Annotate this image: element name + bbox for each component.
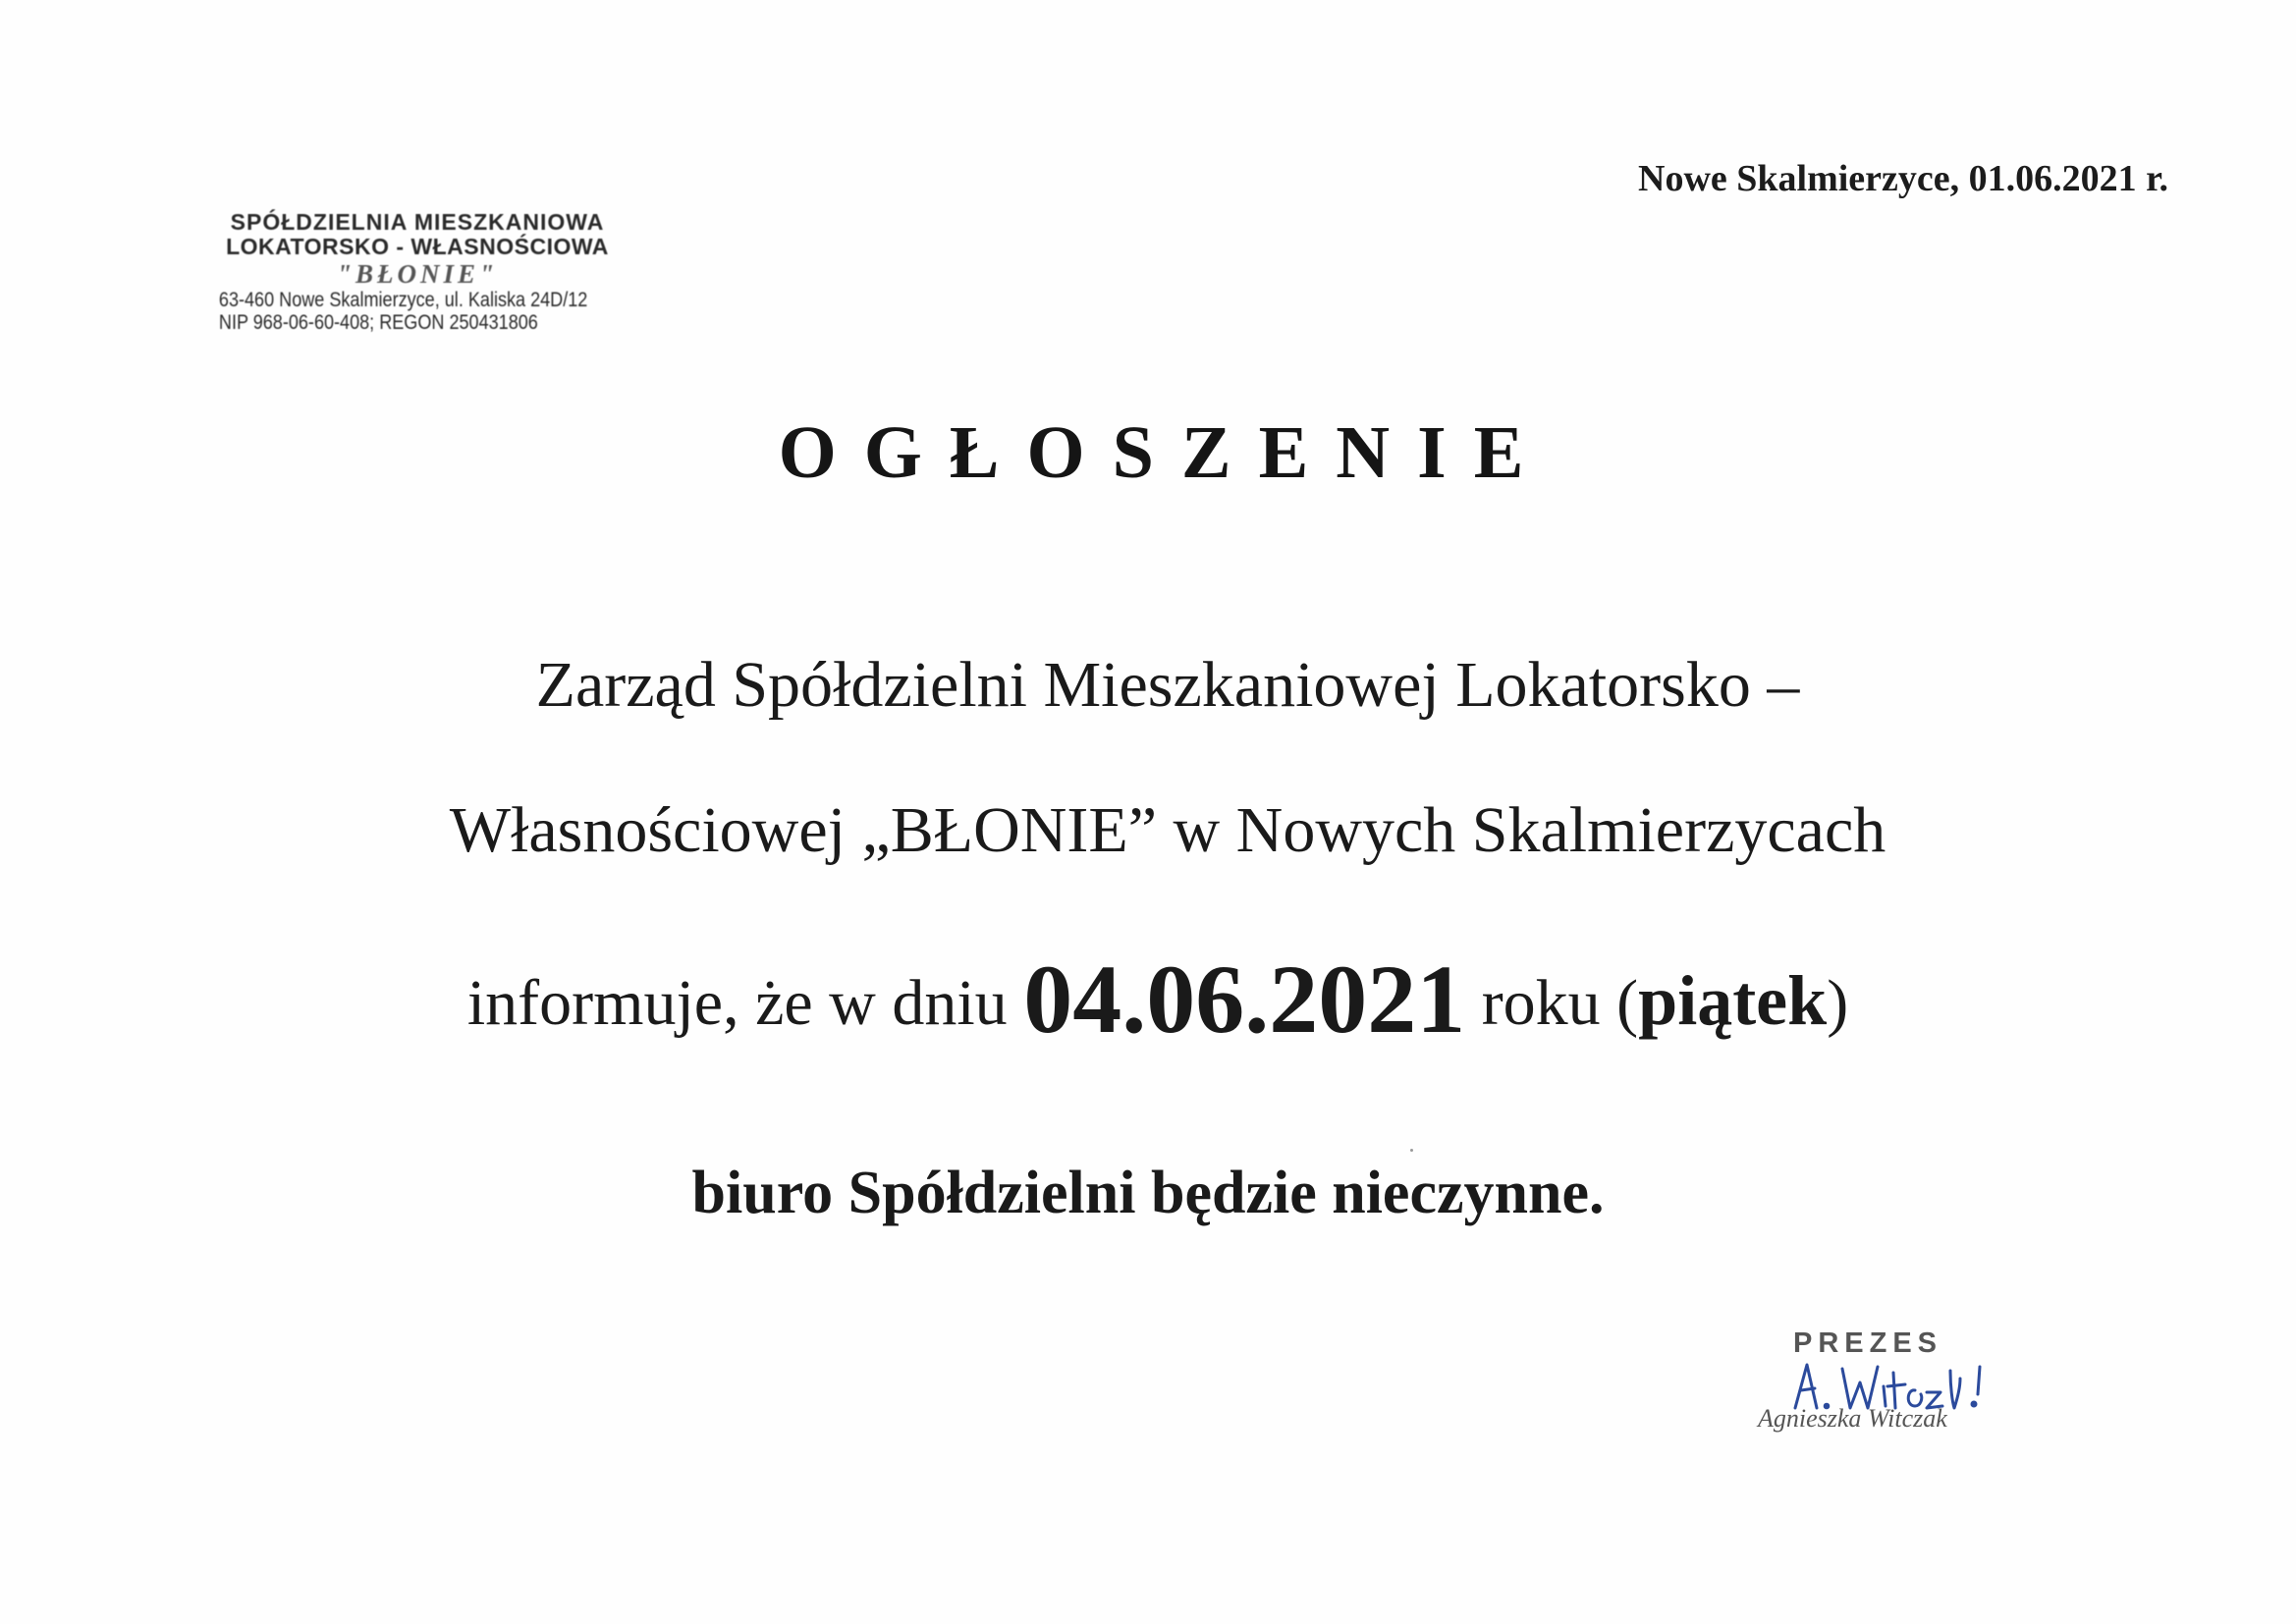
date-info-suffix: ) <box>1827 967 1849 1039</box>
stamp-line-org-name: "BŁONIE" <box>337 258 498 289</box>
notice-line-date-info <box>0 943 2296 1056</box>
stamp-line-address: 63-460 Nowe Skalmierzyce, ul. Kaliska 24D/12 <box>218 289 588 312</box>
signature-role: PREZES <box>1793 1327 1943 1359</box>
organization-stamp <box>187 210 648 334</box>
notice-line-office-closed: biuro Spółdzielni będzie nieczynne. <box>691 1160 1605 1226</box>
stamp-line-tax-ids: NIP 968-06-60-408; REGON 250431806 <box>218 311 538 335</box>
notice-line-board: Zarząd Spółdzielni Mieszkaniowej Lokatorsko – <box>535 649 1800 721</box>
closure-weekday: piątek <box>1638 961 1828 1040</box>
stamp-line-org-type: SPÓŁDZIELNIA MIESZKANIOWA <box>230 209 605 235</box>
notice-heading: OGŁOSZENIE <box>778 411 1552 494</box>
date-info-prefix: informuje, że w dniu <box>466 967 1024 1039</box>
stamp-line-org-kind: LOKATORSKO - WŁASNOŚCIOWA <box>226 234 609 260</box>
signature-block <box>1758 1327 2033 1445</box>
scan-speck <box>1410 1149 1413 1152</box>
notice-line-cooperative: Własnościowej „BŁONIE” w Nowych Skalmierzycach <box>449 794 1886 866</box>
closure-date: 04.06.2021 <box>1023 945 1466 1054</box>
document-date: Nowe Skalmierzyce, 01.06.2021 r. <box>1638 158 2168 199</box>
date-info-mid: roku ( <box>1465 967 1639 1039</box>
signatory-name: Agnieszka Witczak <box>1758 1404 1947 1433</box>
